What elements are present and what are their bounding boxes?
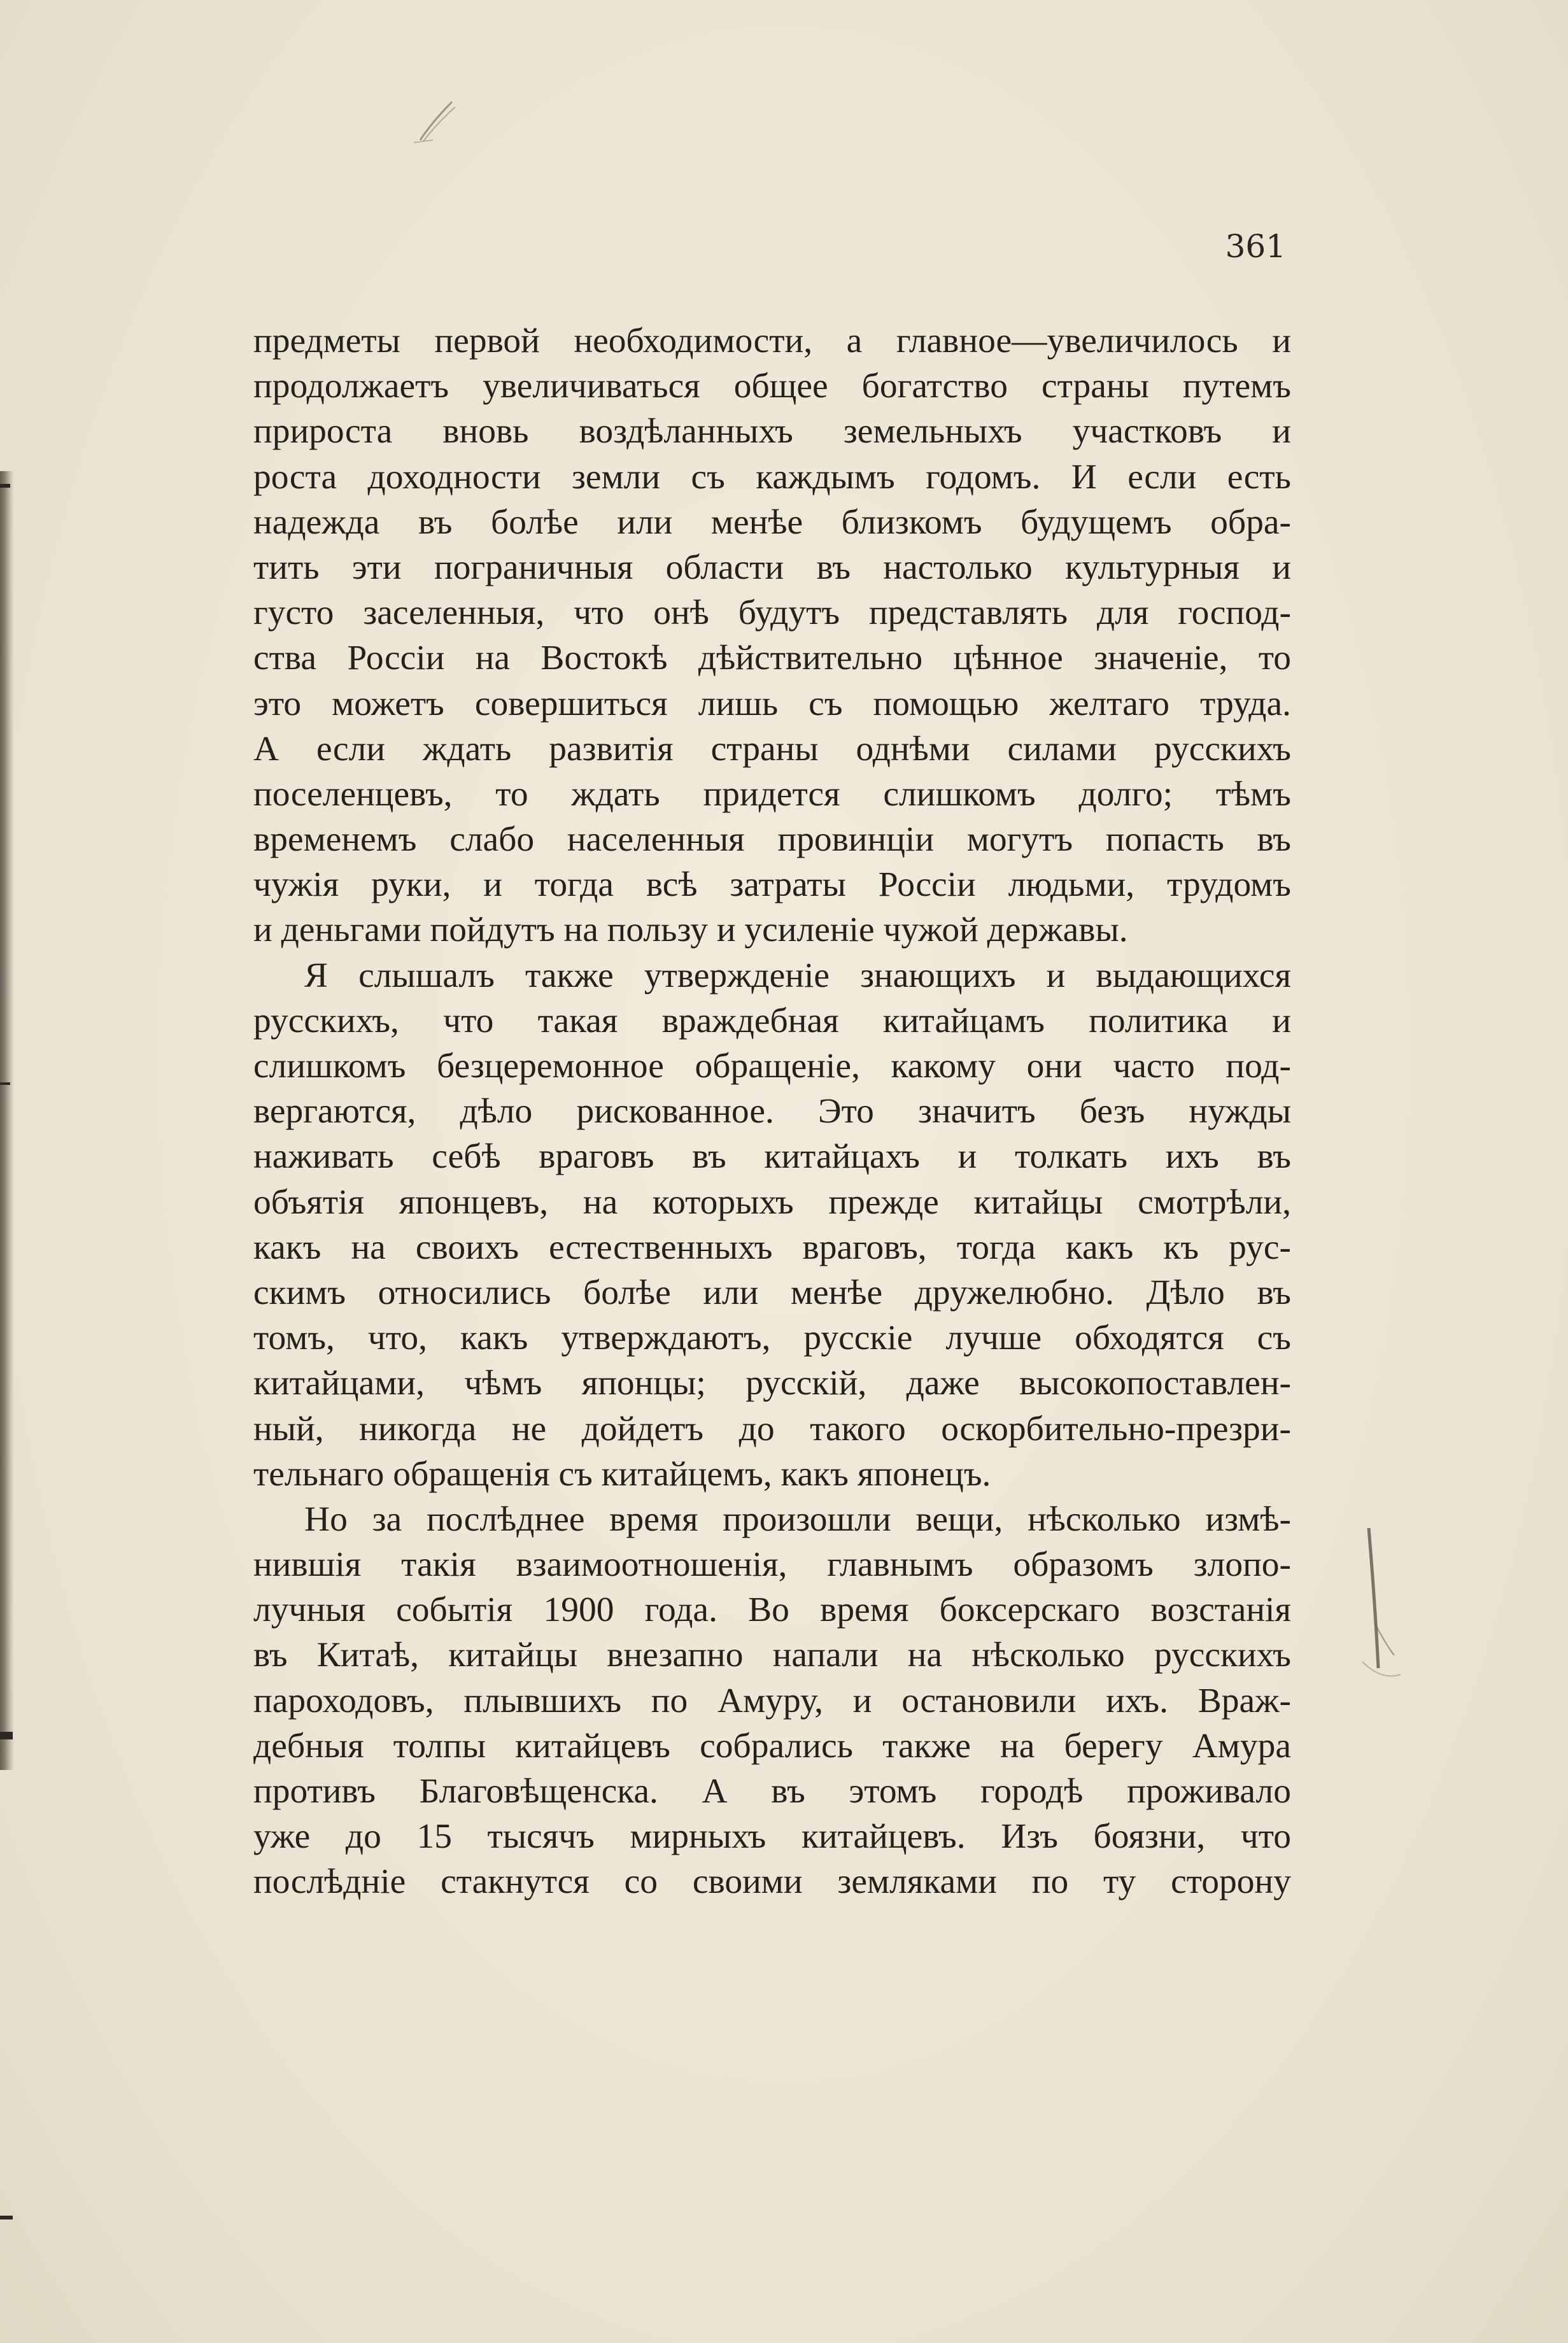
text-line: дебныя толпы китайцевъ собрались также на берегу Амура [253,1726,1291,1766]
text-line: роста доходности земли съ каждымъ годомъ. И если есть [253,457,1291,497]
text-line: прироста вновь воздѣланныхъ земельныхъ участковъ и [253,412,1291,451]
text-line: поселенцевъ, то ждать придется слишкомъ долго; тѣмъ [253,774,1291,814]
text-line: уже до 15 тысячъ мирныхъ китайцевъ. Изъ боязни, что [253,1817,1291,1857]
page-number: 361 [1225,228,1286,265]
text-line: надежда въ болѣе или менѣе близкомъ будущемъ обра- [253,502,1291,542]
ink-smudge [407,96,465,146]
text-line: Я слышалъ также утвержденіе знающихъ и выдающихся [304,956,1291,995]
text-line: ства Россіи на Востокѣ дѣйствительно цѣнное значеніе, то [253,639,1291,678]
text-line: противъ Благовѣщенска. А въ этомъ городѣ проживало [253,1772,1291,1811]
binding-mark [0,2216,13,2219]
text-line: временемъ слабо населенныя провинціи могутъ попасть въ [253,820,1291,860]
text-line: тить эти пограничныя области въ настолько культурныя и [253,548,1291,587]
text-line: чужія руки, и тогда всѣ затраты Россіи людьми, трудомъ [253,865,1291,905]
ink-smudge [1350,1515,1407,1706]
text-line: пароходовъ, плывшихъ по Амуру, и остановили ихъ. Враж- [253,1681,1291,1720]
text-line: продолжаетъ увеличиваться общее богатство страны путемъ [253,367,1291,406]
text-line: китайцами, чѣмъ японцы; русскій, даже высокопоставлен- [253,1364,1291,1403]
text-line: тельнаго обращенія съ китайцемъ, какъ японецъ. [253,1454,991,1494]
text-line: это можетъ совершиться лишь съ помощью желтаго труда. [253,684,1291,723]
text-line: лучныя событія 1900 года. Во время боксерскаго возстанія [253,1590,1291,1630]
binding-mark [0,1732,13,1739]
text-line: наживать себѣ враговъ въ китайцахъ и толкать ихъ въ [253,1137,1291,1177]
body-text [253,318,1291,1905]
text-line: А если ждать развитія страны однѣми силами русскихъ [253,729,1291,768]
text-line: нившія такія взаимоотношенія, главнымъ образомъ злопо- [253,1545,1291,1585]
text-line: предметы первой необходимости, а главное—увеличилось и [253,322,1291,360]
text-line: и деньгами пойдутъ на пользу и усиленіе чужой державы. [253,910,1128,950]
text-line: ный, никогда не дойдетъ до такого оскорбительно-презри- [253,1409,1291,1448]
text-line: томъ, что, какъ утверждаютъ, русскіе лучше обходятся съ [253,1319,1291,1358]
text-line: скимъ относились болѣе или менѣе дружелюбно. Дѣло въ [253,1273,1291,1312]
text-line: послѣдніе стакнутся со своими земляками по ту сторону [253,1862,1291,1902]
binding-mark [0,484,10,488]
binding-edge [0,471,14,1770]
text-line: русскихъ, что такая враждебная китайцамъ политика и [253,1001,1291,1040]
text-line: въ Китаѣ, китайцы внезапно напали на нѣсколько русскихъ [253,1636,1291,1675]
text-line: вергаются, дѣло рискованное. Это значитъ безъ нужды [253,1092,1291,1131]
text-line: объятія японцевъ, на которыхъ прежде китайцы смотрѣли, [253,1182,1291,1222]
text-line: какъ на своихъ естественныхъ враговъ, тогда какъ къ рус- [253,1228,1291,1267]
text-line: Но за послѣднее время произошли вещи, нѣсколько измѣ- [304,1499,1291,1539]
text-line: слишкомъ безцеремонное обращеніе, какому они часто под- [253,1047,1291,1086]
binding-mark [0,1082,10,1085]
text-line: густо заселенныя, что онѣ будутъ представлять для господ- [253,593,1291,633]
